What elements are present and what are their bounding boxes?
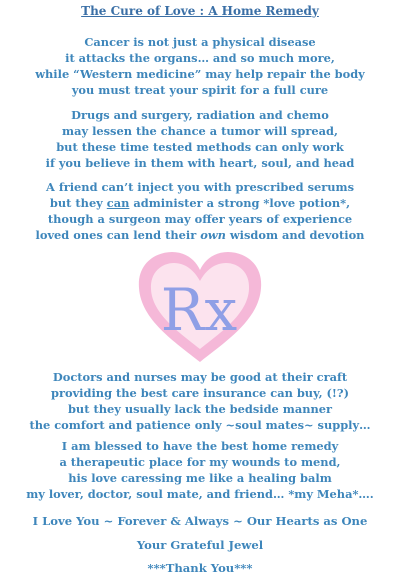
closing-line-signature: Your Grateful Jewel <box>136 538 264 552</box>
stanza-line: while “Western medicine” may help repair the body <box>35 67 365 81</box>
stanza-line: Cancer is not just a physical disease <box>84 35 316 49</box>
stanza-line: A friend can’t inject you with prescribed serums <box>46 180 354 194</box>
stanza-line: but they usually lack the bedside manner <box>67 402 333 416</box>
poem-title: The Cure of Love : A Home Remedy <box>81 4 319 18</box>
stanza-line: a therapeutic place for my wounds to mend, <box>59 455 341 469</box>
stanza-line: the comfort and patience only ~soul mates~ supply… <box>29 418 371 432</box>
stanza-line: my lover, doctor, soul mate, and friend… *my Meha*…. <box>26 487 374 501</box>
stanza-line: but these time tested methods can only work <box>56 140 344 154</box>
stanza-5 <box>0 438 400 502</box>
stanza-4 <box>0 369 400 433</box>
stanza-line: his love caressing me like a healing balm <box>68 471 332 485</box>
stanza-line: providing the best care insurance can buy, (!?) <box>51 386 349 400</box>
stanza-text: but they <box>49 196 107 210</box>
stanza-line: if you believe in them with heart, soul, and head <box>45 156 355 170</box>
stanza-line: you must treat your spirit for a full cure <box>71 83 329 97</box>
closing-line-thanks: ***Thank You*** <box>147 561 253 575</box>
stanza-line: I am blessed to have the best home remedy <box>61 439 339 453</box>
rx-heart-graphic <box>135 248 265 366</box>
stanza-line: Drugs and surgery, radiation and chemo <box>71 108 329 122</box>
stanza-line: it attacks the organs… and so much more, <box>65 51 335 65</box>
stanza-line <box>0 227 400 243</box>
heart-icon <box>135 248 265 366</box>
italic-word: own <box>200 228 226 242</box>
stanza-text: administer a strong *love potion*, <box>129 196 351 210</box>
stanza-text: loved ones can lend their <box>35 228 201 242</box>
stanza-line <box>0 195 400 211</box>
stanza-1 <box>0 34 400 98</box>
underlined-word: can <box>106 196 130 210</box>
stanza-text: wisdom and devotion <box>225 228 365 242</box>
stanza-line: may lessen the chance a tumor will spread, <box>62 124 338 138</box>
stanza-line: though a surgeon may offer years of experience <box>47 212 353 226</box>
rx-symbol: Rx <box>160 276 238 344</box>
stanza-2 <box>0 107 400 171</box>
closing-line-love: I Love You ~ Forever & Always ~ Our Hearts as One <box>32 514 368 528</box>
stanza-line: Doctors and nurses may be good at their craft <box>52 370 348 384</box>
stanza-3 <box>0 179 400 243</box>
